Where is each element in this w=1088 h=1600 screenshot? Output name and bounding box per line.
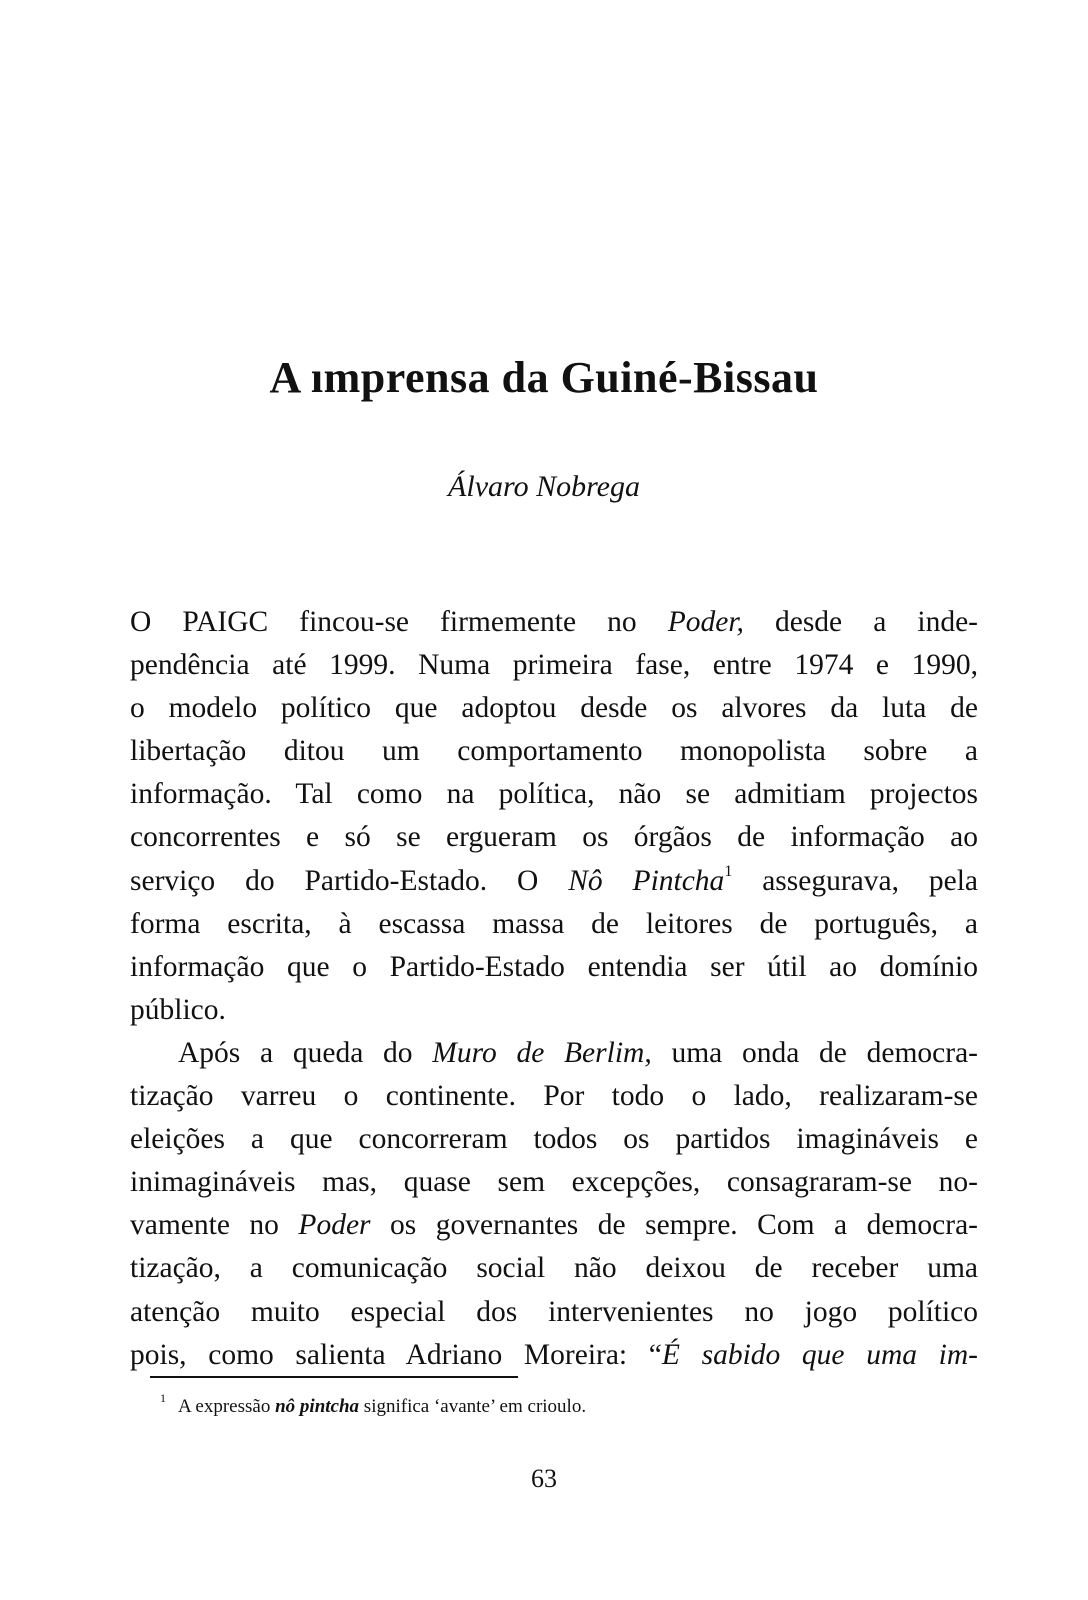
text-segment: serviço do Partido-Estado. O: [130, 864, 569, 897]
body-text: [130, 601, 978, 1377]
footnote-text: A expressão: [178, 1396, 276, 1417]
footnote-term: nô pintcha: [275, 1396, 360, 1417]
text-segment: desde a inde-: [743, 606, 978, 638]
text-line: libertação ditou um comportamento monopolista sobre a: [130, 735, 978, 768]
text-segment: vamente no: [130, 1209, 299, 1242]
text-line: tização, a comunicação social não deixou de receber uma: [130, 1252, 978, 1285]
footnote: [160, 1391, 860, 1418]
text-segment: Após a queda do: [178, 1036, 433, 1069]
text-line: forma escrita, à escassa massa de leitores de português, a: [130, 907, 978, 940]
text-line: [130, 1032, 978, 1075]
text-line: público.: [130, 993, 226, 1026]
text-line: [130, 1204, 978, 1247]
newspaper-title: Nô Pintcha: [568, 864, 725, 897]
acronym: PAIGC: [182, 606, 269, 638]
text-segment: os governantes de sempre. Com a democra-: [370, 1209, 978, 1242]
text-line: atenção muito especial dos intervenientes no jogo político: [130, 1295, 978, 1328]
text-line: [130, 1334, 978, 1377]
footnote-divider: [150, 1376, 518, 1378]
footnote-reference: 1: [724, 862, 733, 880]
text-segment: assegurava, pela: [732, 864, 978, 897]
footnote-marker: 1: [160, 1391, 166, 1405]
text-segment: fincou-se firmemente no: [268, 606, 668, 638]
text-segment: pois, como salienta Adriano Moreira: “: [130, 1338, 662, 1371]
text-line: concorrentes e só se ergueram os órgãos de informação ao: [130, 821, 978, 854]
quotation: É sabido que uma im-: [661, 1338, 978, 1371]
emphasis: Poder,: [667, 606, 744, 638]
text-line: o modelo político que adoptou desde os alvores da luta de: [130, 692, 978, 725]
emphasis: Poder: [298, 1209, 371, 1242]
author-name: Álvaro Nobrega: [448, 470, 640, 503]
footnote-text: significa ‘avante’ em crioulo.: [359, 1396, 587, 1417]
text-line: informação. Tal como na política, não se admitiam projectos: [130, 778, 978, 811]
text-segment: O: [130, 606, 183, 638]
text-line: [130, 860, 978, 903]
chapter-title: A ımprensa da Guiné-Bissau: [269, 353, 819, 402]
text-line: inimagináveis mas, quase sem excepções, consagraram-se no-: [130, 1166, 978, 1199]
text-line: tização varreu o continente. Por todo o lado, realizaram-se: [130, 1080, 978, 1113]
text-line: informação que o Partido-Estado entendia ser útil ao domínio: [130, 950, 978, 983]
page-number: 63: [531, 1464, 557, 1493]
text-segment: uma onda de democra-: [651, 1036, 978, 1069]
text-line: [130, 601, 978, 644]
text-line: pendência até 1999. Numa primeira fase, entre 1974 e 1990,: [130, 649, 978, 682]
emphasis: Muro de Berlim,: [432, 1036, 652, 1069]
text-line: eleições a que concorreram todos os partidos imagináveis e: [130, 1123, 978, 1156]
